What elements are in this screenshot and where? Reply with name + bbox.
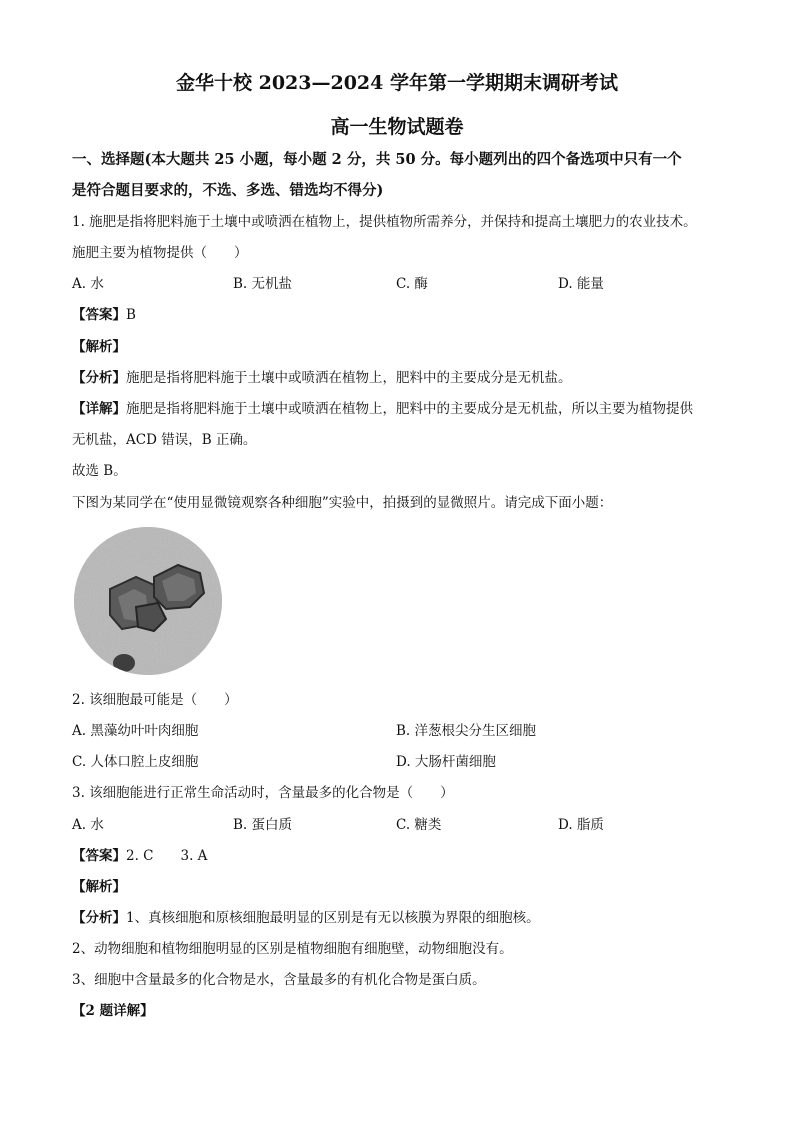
q1-option-b: B. 无机盐 [233,276,293,292]
answer-tag: 【答案】 [72,848,126,864]
q1-option-a: A. 水 [72,276,104,292]
section-heading-line1: 一、选择题(本大题共 25 小题，每小题 2 分，共 50 分。每小题列出的四个备选项中只有一个 [72,151,682,168]
q3-option-c: C. 糖类 [396,817,442,833]
q2-option-c: C. 人体口腔上皮细胞 [72,754,199,770]
q1-analysis-tag: 【解析】 [72,339,126,355]
answer-tag: 【答案】 [72,307,126,323]
q1-fenxi: 施肥是指将肥料施于土壤中或喷洒在植物上，肥料中的主要成分是无机盐。 [126,370,572,386]
q2-option-a: A. 黑藻幼叶叶肉细胞 [72,723,199,739]
q1-fenxi-line [72,368,572,388]
q1-xiangjie-line2: 无机盐，ACD 错误，B 正确。 [72,432,257,448]
q2-stem: 2. 该细胞最可能是（ ） [72,692,238,708]
q3-option-a: A. 水 [72,817,104,833]
q2-option-b: B. 洋葱根尖分生区细胞 [396,723,537,739]
q3-answer: 2. C 3. A [126,848,208,864]
q3-answer-line [72,846,207,866]
fenxi-tag: 【分析】 [72,910,126,926]
q2-option-d: D. 大肠杆菌细胞 [396,754,496,770]
q1-xiangjie-text1: 施肥是指将肥料施于土壤中或喷洒在植物上，肥料中的主要成分是无机盐，所以主要为植物提供 [126,401,693,417]
exam-title: 金华十校 2023—2024 学年第一学期期末调研考试 [176,72,618,94]
fenxi-tag: 【分析】 [72,370,126,386]
q3-analysis-tag: 【解析】 [72,879,126,895]
group-intro: 下图为某同学在“使用显微镜观察各种细胞”实验中，拍摄到的显微照片。请完成下面小题： [72,495,613,511]
q3-fenxi-text1: 1、真核细胞和原核细胞最明显的区别是有无以核膜为界限的细胞核。 [126,910,540,926]
q1-conclusion: 故选 B。 [72,463,127,479]
q3-option-d: D. 脂质 [558,817,604,833]
q1-stem-line2: 施肥主要为植物提供（ ） [72,245,248,261]
q1-answer-line [72,305,136,325]
q3-fenxi-line2: 2、动物细胞和植物细胞明显的区别是植物细胞有细胞壁，动物细胞没有。 [72,941,513,957]
q1-answer: B [126,307,136,323]
q3-fenxi-line3: 3、细胞中含量最多的化合物是水，含量最多的有机化合物是蛋白质。 [72,972,486,988]
q1-option-d: D. 能量 [558,276,604,292]
section-heading-line2: 是符合题目要求的，不选、多选、错选均不得分) [72,182,384,199]
q3-option-b: B. 蛋白质 [233,817,293,833]
micrograph-cells-image [74,527,222,675]
q1-xiangjie-line1 [72,399,693,419]
microscope-photo [74,527,222,675]
xiangjie-tag: 【详解】 [72,401,126,417]
exam-subtitle: 高一生物试题卷 [330,116,464,138]
q3-fenxi-line1 [72,908,540,928]
q1-option-c: C. 酶 [396,276,428,292]
q1-stem-line1: 1. 施肥是指将肥料施于土壤中或喷洒在植物上，提供植物所需养分，并保持和提高土壤肥力的农业技术。 [72,214,697,230]
q2-detail-tag: 【2 题详解】 [72,1003,154,1019]
q3-stem: 3. 该细胞能进行正常生命活动时，含量最多的化合物是（ ） [72,785,454,801]
